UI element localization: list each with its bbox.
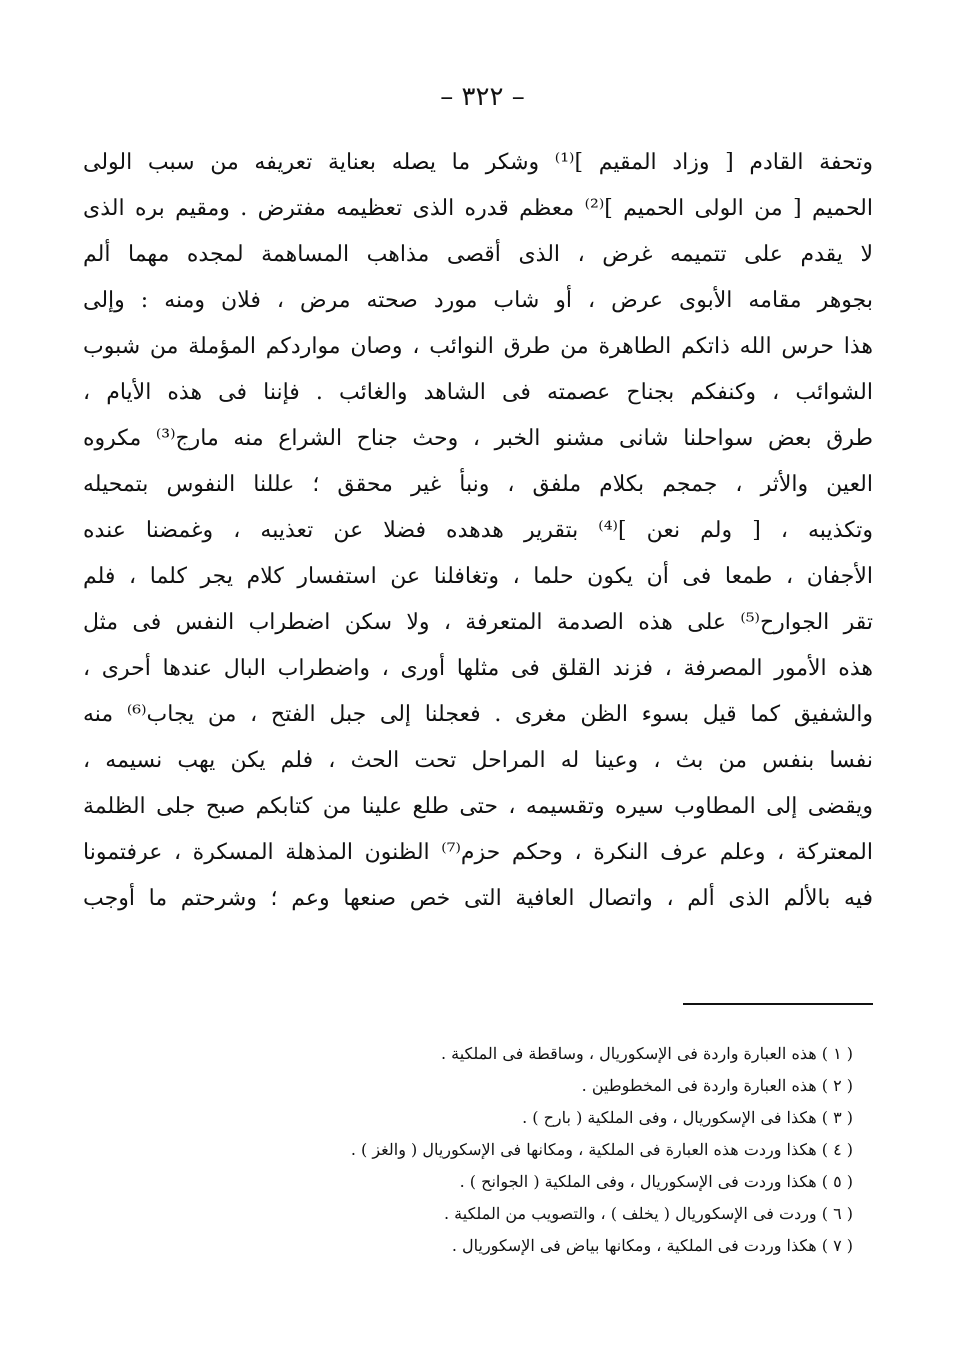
footnote: ( ١ ) هذه العبارة واردة فى الإسكوريال ، وساقطة فى الملكية . — [440, 1044, 853, 1063]
text-line: العين والأثر ، جمجم بكلام ملفق ، ونبأ غير محقق ؛ عللنا النفوس بتمحيله — [83, 472, 873, 497]
text-line: نفسا بنفس من بث ، وعينا له المراحل تحت الحث ، فلم يكن يهب نسيمه ، — [83, 748, 873, 773]
footnote: ( ٥ ) هكذا وردت فى الإسكوريال ، وفى الملكية ( الجوانح ) . — [459, 1172, 853, 1191]
text-line: الحميم [ من الولى الحميم ]⁽²⁾ معظم قدره الذى تعظيمه مفترض . ومقيم بره الذى — [83, 196, 873, 221]
footnote-divider — [683, 1003, 873, 1005]
footnote: ( ٤ ) هكذا وردت هذه العبارة فى الملكية ، ومكانها فى الإسكوريال ( والغز ) . — [350, 1140, 853, 1159]
footnote: ( ٣ ) هكذا فى الإسكوريال ، وفى الملكية ( بارح ) . — [522, 1108, 853, 1127]
text-line: طرق بعض سواحلنا شانى مشنو الخبر ، وحث جناح الشراع منه مارج⁽³⁾ مكروه — [83, 426, 873, 451]
footnote: ( ٧ ) هكذا وردت فى الملكية ، ومكانها بياض فى الإسكوريال . — [451, 1236, 853, 1255]
body-text — [83, 140, 873, 922]
page-number: – ٣٢٢ – — [440, 82, 525, 112]
text-line: الشوائب ، وكنفكم بجناح عصمته فى الشاهد والغائب . فإننا فى هذه الأيام ، — [83, 380, 873, 405]
text-line: ويقضى إلى المطاوب سيره وتقسيمه ، حتى طلع علينا من كتابكم صبح جلى الظلمة — [83, 794, 873, 819]
footnote: ( ٢ ) هذه العبارة واردة فى المخطوطين . — [581, 1076, 853, 1095]
text-line: وتحفة القادم [ وزاد المقيم ]⁽¹⁾ وشكر ما يصله بعناية تعريفه من سبب الولى — [83, 150, 873, 175]
footnote: ( ٦ ) وردت فى الإسكوريال ( يخلف ) ، والتصويب من الملكية . — [444, 1204, 853, 1223]
text-line: هذا حرس الله ذاتكم الطاهرة من طرق النوائب ، وصان مواردكم المؤملة من شبوب — [83, 334, 873, 359]
text-line: فيه بالألم الذى ألم ، واتصال العافية التى خص صنعها وعم ؛ وشرحتم ما أوجب — [83, 886, 873, 911]
footnotes — [153, 1038, 853, 1262]
text-line: لا يقدم على تتميمه غرض ، الذى أقصى مذاهب المساهمة لمجده مهما ألم — [83, 242, 873, 267]
text-line: المعتركة ، وعلم عرف النكرة ، وحكم حزم⁽⁷⁾ الظنون المذهلة المسكرة ، عرفتمونا — [83, 840, 873, 865]
text-line: هذه الأمور المصرفة ، فزند القلق فى مثلها أورى ، واضطراب البال عندها أحرى ، — [83, 656, 873, 681]
text-line: والشفيق كما قيل بسوء الظن مغرى . فعجلنا إلى جبل الفتح ، من يجاب⁽⁶⁾ منه — [83, 702, 873, 727]
text-line: تقر الجوارح⁽⁵⁾ على هذه الصدمة المتعرفة ، ولا سكن اضطراب النفس فى مثل — [83, 610, 873, 635]
text-line: بجوهر مقامه الأبوى عرض ، أو شاب مورد صحته مرض ، فلان ومنه : وإلى — [83, 288, 873, 313]
text-line: الأجفان ، طمعا فى أن يكون حلما ، وتغافلنا عن استفسار كلام يجر كلما ، فلم — [83, 564, 873, 589]
text-line: وتكذيبه ، [ ولم نعن ]⁽⁴⁾ بتقرير هدهده فضلا عن تعذيبه ، وغمضنا عنده — [83, 518, 873, 543]
